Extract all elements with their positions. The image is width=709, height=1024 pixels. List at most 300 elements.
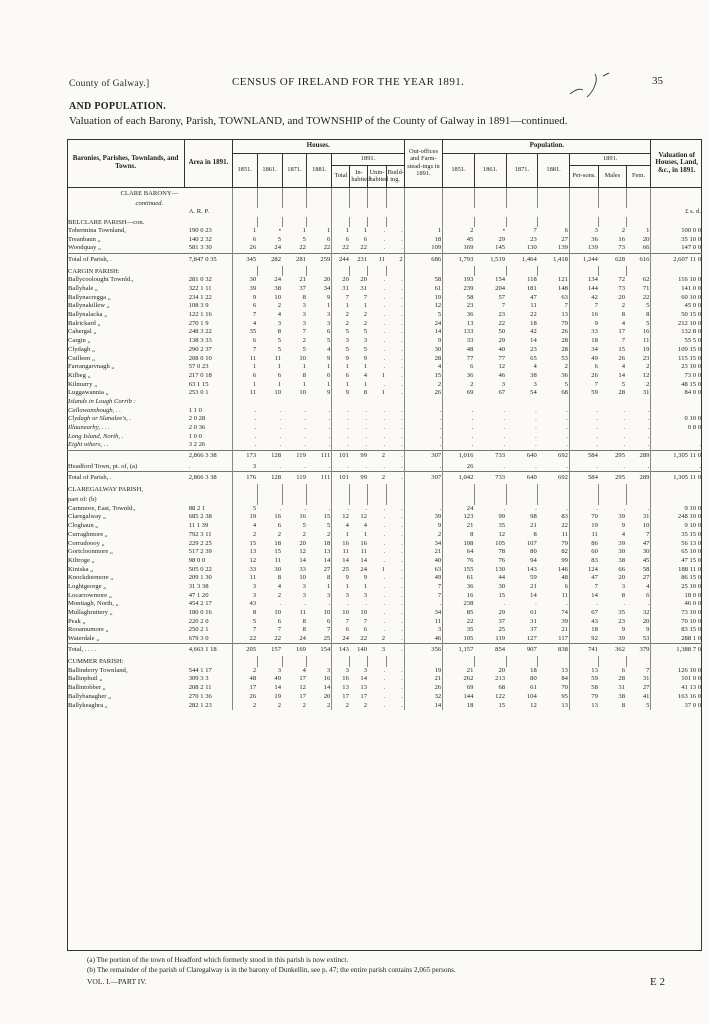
cell: .: [401, 626, 403, 634]
cell: 6: [327, 617, 331, 625]
cell: 356: [404, 644, 442, 657]
cell: 27: [323, 565, 331, 573]
cell: 146: [558, 565, 568, 573]
row-label: Cloghaun „: [68, 522, 99, 530]
cell: 12: [232, 557, 257, 566]
cell: 42: [569, 294, 598, 303]
houses-header: Houses.: [232, 139, 404, 153]
cell: 47: [642, 539, 650, 547]
cell: 34: [569, 346, 598, 355]
area-cell: 792 3 11: [188, 530, 212, 538]
cell: .: [386, 644, 404, 657]
cell: 5: [232, 618, 257, 627]
valuation-cell: 48 15 0: [651, 380, 702, 389]
cell: 45: [642, 556, 650, 564]
cell: 12: [498, 530, 506, 538]
cell: 13: [232, 548, 257, 557]
cell: 13: [332, 684, 350, 693]
cell: 1,157: [443, 644, 475, 657]
cell: 20: [360, 276, 367, 284]
cell: 19: [404, 667, 442, 676]
cell: .: [404, 424, 442, 433]
row-label: Total of Parish, .: [67, 253, 185, 266]
valuation-cell: 188 11 0: [651, 565, 702, 574]
valuation-cell: 83 15 0: [651, 626, 702, 635]
cell: [386, 398, 404, 407]
cell: [569, 208, 598, 217]
cell: 38: [274, 285, 282, 293]
cell: 24: [404, 320, 442, 329]
valuation-cell: 2,607 11 0: [651, 253, 702, 266]
cell: .: [383, 609, 386, 617]
cell: 15: [404, 372, 442, 381]
cell: 1: [327, 227, 331, 235]
cell: [282, 198, 307, 208]
cell: 70: [561, 684, 568, 692]
cell: 1: [381, 565, 386, 573]
cell: 1: [302, 363, 306, 371]
valuation-cell: 35 15 0: [651, 531, 702, 540]
cell: 37: [299, 285, 306, 293]
cell: 26: [232, 693, 257, 702]
cell: 6: [232, 372, 257, 381]
cell: 5: [302, 345, 306, 353]
cell: 2: [277, 302, 282, 310]
cell: 307: [404, 471, 442, 484]
cell: [332, 656, 350, 666]
area-cell: 63 1 15: [188, 380, 209, 388]
cell: 14: [404, 328, 442, 337]
cell: 3: [569, 227, 598, 236]
cell: 30: [274, 565, 282, 573]
cell: 39: [618, 634, 626, 642]
cell: .: [404, 433, 442, 442]
cell: 9: [569, 320, 598, 329]
cell: [443, 266, 475, 276]
cell: 3: [501, 380, 506, 388]
cell: .: [386, 471, 404, 484]
cell: 21: [443, 522, 475, 531]
cell: 4: [277, 311, 282, 319]
cell: 35: [498, 522, 506, 530]
cell: 61: [404, 285, 442, 294]
table-row: [67, 701, 702, 710]
cell: 628: [599, 253, 626, 266]
cell: 9: [363, 354, 367, 362]
cell: .: [304, 432, 306, 440]
cell: .: [365, 424, 367, 432]
cell: 74: [561, 609, 568, 617]
cell: .: [383, 504, 386, 512]
valuation-cell: £ s. d.: [651, 208, 702, 217]
cell: .: [365, 462, 367, 470]
cell: [232, 266, 257, 276]
row-label: Kiniska „: [68, 565, 94, 573]
cell: 19: [232, 513, 257, 522]
cell: 2: [443, 380, 475, 389]
cell: 42: [530, 328, 537, 336]
row-label: Ballintobber „: [68, 684, 106, 692]
cell: .: [383, 302, 386, 310]
cell: 3: [327, 591, 331, 599]
cell: [368, 398, 386, 407]
cell: 3: [302, 302, 306, 310]
cell: 8: [232, 609, 257, 618]
row-label: Ballybanagher „: [68, 692, 112, 700]
cell: .: [332, 415, 350, 424]
cell: .: [328, 415, 331, 423]
cell: [350, 494, 368, 504]
cell: 1: [332, 227, 350, 236]
cell: .: [401, 227, 403, 235]
total-row: [67, 471, 702, 484]
cell: 21: [561, 626, 568, 634]
cell: 9: [327, 354, 331, 362]
cell: 8: [621, 311, 626, 319]
cell: [386, 208, 404, 217]
cell: [569, 266, 598, 276]
cell: .: [404, 406, 442, 415]
cell: 1: [363, 380, 367, 388]
cell: .: [647, 462, 650, 470]
cell: [386, 494, 404, 504]
cell: 94: [530, 556, 537, 564]
cell: [474, 656, 506, 666]
cell: [232, 494, 257, 504]
row-label: Treanbaun „: [68, 235, 101, 243]
cell: 38: [618, 556, 626, 564]
table-row: [67, 531, 702, 540]
cell: .: [566, 424, 568, 432]
cell: 6: [277, 522, 282, 530]
cell: 16: [332, 539, 350, 548]
cell: .: [503, 504, 506, 512]
cell: 31: [642, 389, 650, 397]
cell: .: [383, 415, 386, 423]
cell: [538, 484, 570, 494]
cell: 68: [561, 389, 568, 397]
cell: .: [401, 556, 403, 564]
area-cell: 108 3 9: [188, 302, 209, 310]
row-label: Long Island, North, .: [68, 432, 124, 440]
cell: 19: [404, 294, 442, 303]
table-row: [67, 424, 702, 433]
cell: 7: [501, 302, 506, 310]
cell: .: [401, 328, 403, 336]
cell: 118: [527, 276, 537, 284]
cell: .: [383, 276, 386, 284]
cell: [538, 187, 570, 198]
cell: [307, 494, 332, 504]
cell: .: [401, 701, 403, 709]
cell: 40: [404, 557, 442, 566]
cell: .: [383, 684, 386, 692]
cell: [232, 198, 257, 208]
cell: 9: [621, 626, 626, 634]
cell: 39: [618, 513, 626, 521]
cell: 30: [498, 582, 506, 590]
cell: 28: [618, 389, 626, 397]
row-label: Clydagh or Slanalee's, .: [68, 415, 132, 423]
cell: 124: [569, 565, 598, 574]
cell: 13: [443, 320, 475, 329]
cell: 33: [232, 565, 257, 574]
cell: 154: [307, 644, 332, 657]
valuation-cell: 100 0 0: [651, 227, 702, 236]
cell: 26: [232, 244, 257, 253]
cell: 18: [569, 337, 598, 346]
cell: [538, 198, 570, 208]
cell: 101: [332, 471, 350, 484]
cell: .: [232, 433, 257, 442]
section-row: [67, 217, 702, 227]
cell: 9: [332, 354, 350, 363]
cell: [232, 484, 257, 494]
cell: 4: [363, 371, 367, 379]
cell: 33: [569, 328, 598, 337]
cell: 17: [299, 675, 306, 683]
row-label: CLAREGALWAY PARISH,: [68, 485, 143, 493]
cell: [404, 266, 442, 276]
cell: .: [401, 666, 403, 674]
cell: 11: [332, 548, 350, 557]
area-cell: 544 1 17: [188, 666, 212, 674]
valuation-cell: 47 15 0: [651, 557, 702, 566]
cell: 11: [368, 253, 386, 266]
cell: 4: [332, 522, 350, 531]
cell: 98: [530, 513, 537, 521]
cell: 8: [302, 293, 306, 301]
cell: 49: [569, 354, 598, 363]
cell: [599, 656, 626, 666]
cell: 53: [561, 354, 568, 362]
cell: 4: [533, 363, 537, 371]
cell: 26: [404, 389, 442, 398]
cell: 1: [332, 583, 350, 592]
cell: 24: [274, 244, 282, 252]
table-row: [67, 522, 702, 531]
county-header: County of Galway.]: [69, 79, 150, 89]
cell: 134: [569, 276, 598, 285]
cell: 6: [327, 328, 331, 336]
cell: 58: [569, 684, 598, 693]
cell: 3: [302, 591, 306, 599]
cell: 379: [626, 644, 651, 657]
area-cell: 454 2 17: [188, 600, 212, 608]
cell: 31: [642, 513, 650, 521]
cell: [404, 398, 442, 407]
valuation-cell: [651, 398, 702, 407]
area-cell: 1 0 0: [188, 432, 202, 440]
cell: 15: [232, 539, 257, 548]
cell: [404, 208, 442, 217]
cell: 13: [360, 684, 367, 692]
cell: 9: [332, 389, 350, 398]
cell: 121: [558, 276, 568, 284]
cell: 2: [277, 701, 282, 709]
cell: 92: [569, 635, 598, 644]
cell: 24: [443, 505, 475, 514]
area-cell: 122 1 16: [188, 311, 212, 319]
table-row: [67, 320, 702, 329]
cell: 7: [232, 346, 257, 355]
cell: 640: [506, 450, 538, 463]
cell: 29: [498, 337, 506, 345]
cell: 16: [332, 675, 350, 684]
cell: .: [623, 504, 626, 512]
table-row: [67, 302, 702, 311]
cell: 22: [274, 634, 282, 642]
valuation-cell: [651, 433, 702, 442]
cell: .: [401, 389, 403, 397]
cell: 1: [277, 363, 282, 371]
table-body: [67, 187, 702, 710]
cell: .: [383, 513, 386, 521]
cell: 40: [498, 345, 506, 353]
cell: 1: [232, 227, 257, 236]
cell: 130: [495, 565, 506, 573]
cell: [599, 398, 626, 407]
cell: 54: [530, 389, 537, 397]
cell: 16: [274, 513, 282, 521]
cell: .: [383, 235, 386, 243]
cell: 17: [332, 693, 350, 702]
cell: [350, 187, 368, 198]
area-cell: 679 3 0: [188, 634, 209, 642]
cell: [307, 484, 332, 494]
cell: 4: [621, 363, 626, 371]
cell: 5: [302, 235, 306, 243]
cell: .: [401, 311, 403, 319]
cell: .: [383, 600, 386, 608]
cell: 12: [299, 684, 306, 692]
cell: 64: [443, 548, 475, 557]
cell: 11: [561, 530, 568, 538]
cell: 282: [257, 253, 282, 266]
area-cell: 2 0 36: [188, 424, 206, 432]
cell: 6: [569, 363, 598, 372]
cell: [282, 656, 307, 666]
cell: .: [279, 504, 282, 512]
cell: 2: [332, 320, 350, 329]
cell: .: [401, 675, 403, 683]
cell: [350, 484, 368, 494]
cell: [368, 656, 386, 666]
cell: [443, 198, 475, 208]
cell: .: [566, 462, 568, 470]
cell: .: [332, 463, 350, 472]
cell: 10: [299, 354, 306, 362]
cell: 10: [360, 609, 367, 617]
cell: [443, 484, 475, 494]
cell: 17: [299, 692, 306, 700]
cell: 2: [302, 530, 306, 538]
cell: .: [647, 600, 650, 608]
cell: .: [503, 441, 506, 449]
cell: 76: [443, 557, 475, 566]
cell: 1,042: [443, 471, 475, 484]
row-label: Balrickard „: [68, 319, 101, 327]
cell: 33: [443, 337, 475, 346]
cell: .: [383, 345, 386, 353]
cell: [386, 656, 404, 666]
area-header: Area in 1891.: [185, 139, 233, 187]
cell: 49: [404, 574, 442, 583]
valuation-cell: 116 10 0: [651, 276, 702, 285]
cell: 14: [404, 701, 442, 710]
cell: [506, 187, 538, 198]
cell: 80: [530, 675, 537, 683]
row-label: Mullaghruttery „: [68, 609, 113, 617]
cell: 289: [626, 471, 651, 484]
section-row: [67, 656, 702, 666]
cell: [506, 198, 538, 208]
cell: .: [401, 591, 403, 599]
cell: 9: [404, 337, 442, 346]
cell: [443, 398, 475, 407]
cell: 148: [558, 285, 568, 293]
cell: 10: [274, 389, 282, 397]
cell: 733: [474, 471, 506, 484]
cell: 4: [404, 363, 442, 372]
row-label: Corrudoooy „: [68, 539, 105, 547]
cell: [368, 266, 386, 276]
cell: .: [404, 505, 442, 514]
row-label: Loghtgeorge „: [68, 582, 107, 590]
cell: 3: [302, 582, 306, 590]
area-cell: 180 0 16: [188, 609, 212, 617]
area-cell: 505 0 22: [188, 565, 212, 573]
cell: 18: [530, 319, 537, 327]
cell: 86: [569, 539, 598, 548]
cell: 68: [498, 684, 506, 692]
cell: 20: [618, 574, 626, 582]
valuation-header: Valuation of Houses, Land, &c., in 1891.: [651, 139, 702, 187]
cell: 39: [232, 285, 257, 294]
cell: 10: [299, 574, 306, 582]
cell: [282, 398, 307, 407]
cell: .: [332, 600, 350, 609]
cell: 21: [299, 276, 306, 284]
cell: [443, 187, 475, 198]
cell: .: [304, 441, 306, 449]
cell: 21: [443, 667, 475, 676]
cell: 59: [569, 389, 598, 398]
row-label: Locarrowmore „: [68, 591, 112, 599]
cell: 57: [498, 293, 506, 301]
cell: [257, 494, 282, 504]
table-row: [67, 346, 702, 355]
cell: 101: [332, 450, 350, 463]
cell: 105: [495, 539, 506, 547]
cell: 26: [569, 372, 598, 381]
cell: 8: [302, 617, 306, 625]
table-row: [67, 389, 702, 398]
area-cell: 208 0 10: [188, 354, 212, 362]
cell: 128: [257, 471, 282, 484]
cell: .: [383, 363, 386, 371]
cell: 16: [323, 675, 331, 683]
cell: .: [401, 415, 403, 423]
row-label: CARGIN PARISH:: [68, 267, 120, 275]
cell: 79: [561, 319, 568, 327]
cell: [506, 656, 538, 666]
total-houses-header: Total: [332, 165, 350, 187]
cell: [569, 484, 598, 494]
cell: 29: [498, 235, 506, 243]
cell: .: [401, 337, 403, 345]
cell: .: [566, 504, 568, 512]
